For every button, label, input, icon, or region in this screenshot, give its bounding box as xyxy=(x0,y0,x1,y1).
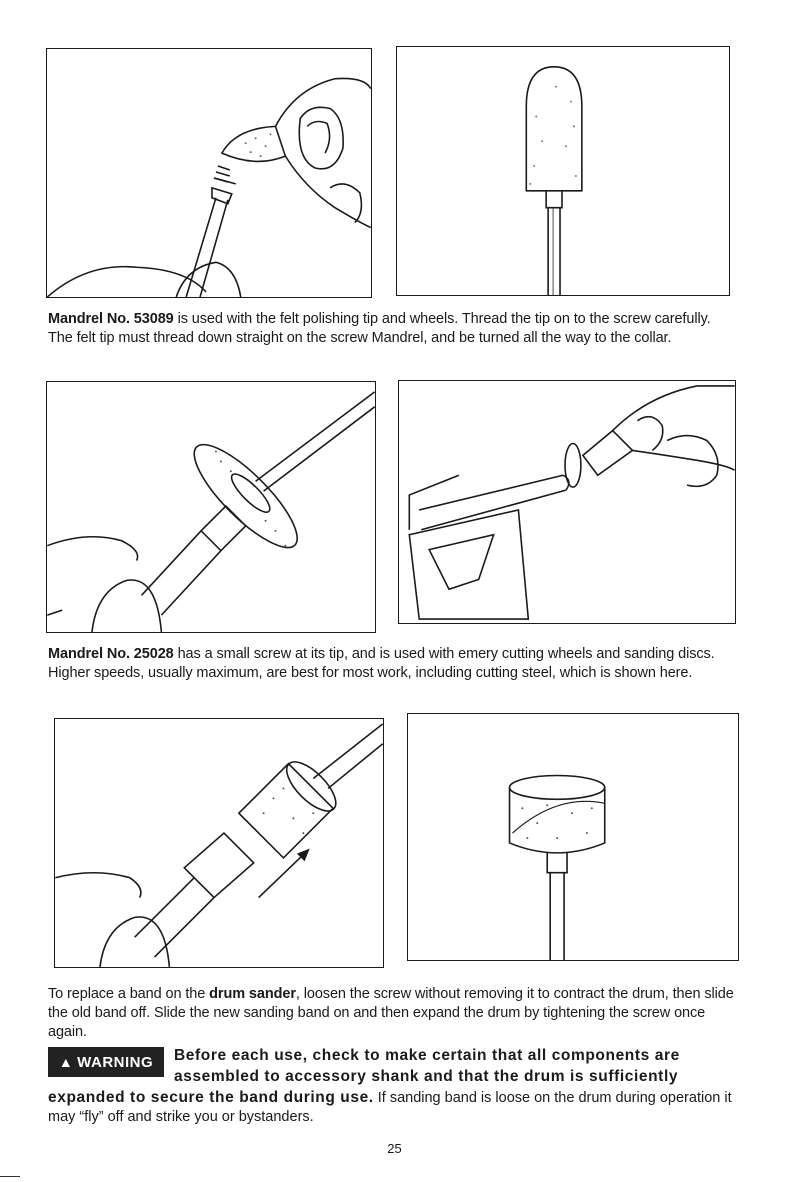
caption-mandrel-25028-model: Mandrel No. 25028 xyxy=(48,646,174,662)
figure-drum-sander-hand xyxy=(54,718,384,968)
caption-mandrel-53089 xyxy=(48,310,738,348)
caption-mandrel-53089-model: Mandrel No. 53089 xyxy=(48,311,174,327)
figure-cutting-steel xyxy=(398,380,736,624)
crop-mark xyxy=(0,1176,20,1177)
caption-drum-sander-a: To replace a band on the xyxy=(48,986,210,1002)
page-number: 25 xyxy=(387,1141,402,1156)
caption-drum-sander-bold: drum sander xyxy=(209,986,296,1002)
warning-badge xyxy=(48,1047,164,1077)
figure-felt-tip-threading xyxy=(46,48,372,298)
caption-drum-sander-b: , loosen the screw without removing it to contract the drum, then slide the old band off. Slide the new sanding band on and then expand the drum by tightening the screw once again. xyxy=(48,986,734,1040)
caption-mandrel-25028 xyxy=(48,645,738,683)
caption-mandrel-53089-text: is used with the felt polishing tip and wheels. Thread the tip on to the screw carefully. The felt tip must thread down straight on the screw Mandrel, and be turned all the way to the collar. xyxy=(48,311,711,346)
warning-badge-label: WARNING xyxy=(77,1054,154,1071)
warning-bold-text: Before each use, check to make certain that all components are assembled to accessory shank and that the drum is sufficiently expanded to secure the band during use. xyxy=(48,1047,680,1106)
warning-text: If sanding band is loose on the drum during operation it may “fly” off and strike you or bystanders. xyxy=(48,1090,732,1125)
figure-drum-sander-closeup xyxy=(407,713,739,961)
warning-block xyxy=(48,1045,746,1127)
warning-triangle-icon: ▲ xyxy=(58,1054,74,1070)
caption-drum-sander xyxy=(48,985,746,1042)
caption-mandrel-25028-text: has a small screw at its tip, and is used with emery cutting wheels and sanding discs. Higher speeds, usually maximum, are best for most work, including cutting steel, which is shown here. xyxy=(48,646,715,681)
figure-cutting-wheel xyxy=(46,381,376,633)
figure-felt-tip-closeup xyxy=(396,46,730,296)
